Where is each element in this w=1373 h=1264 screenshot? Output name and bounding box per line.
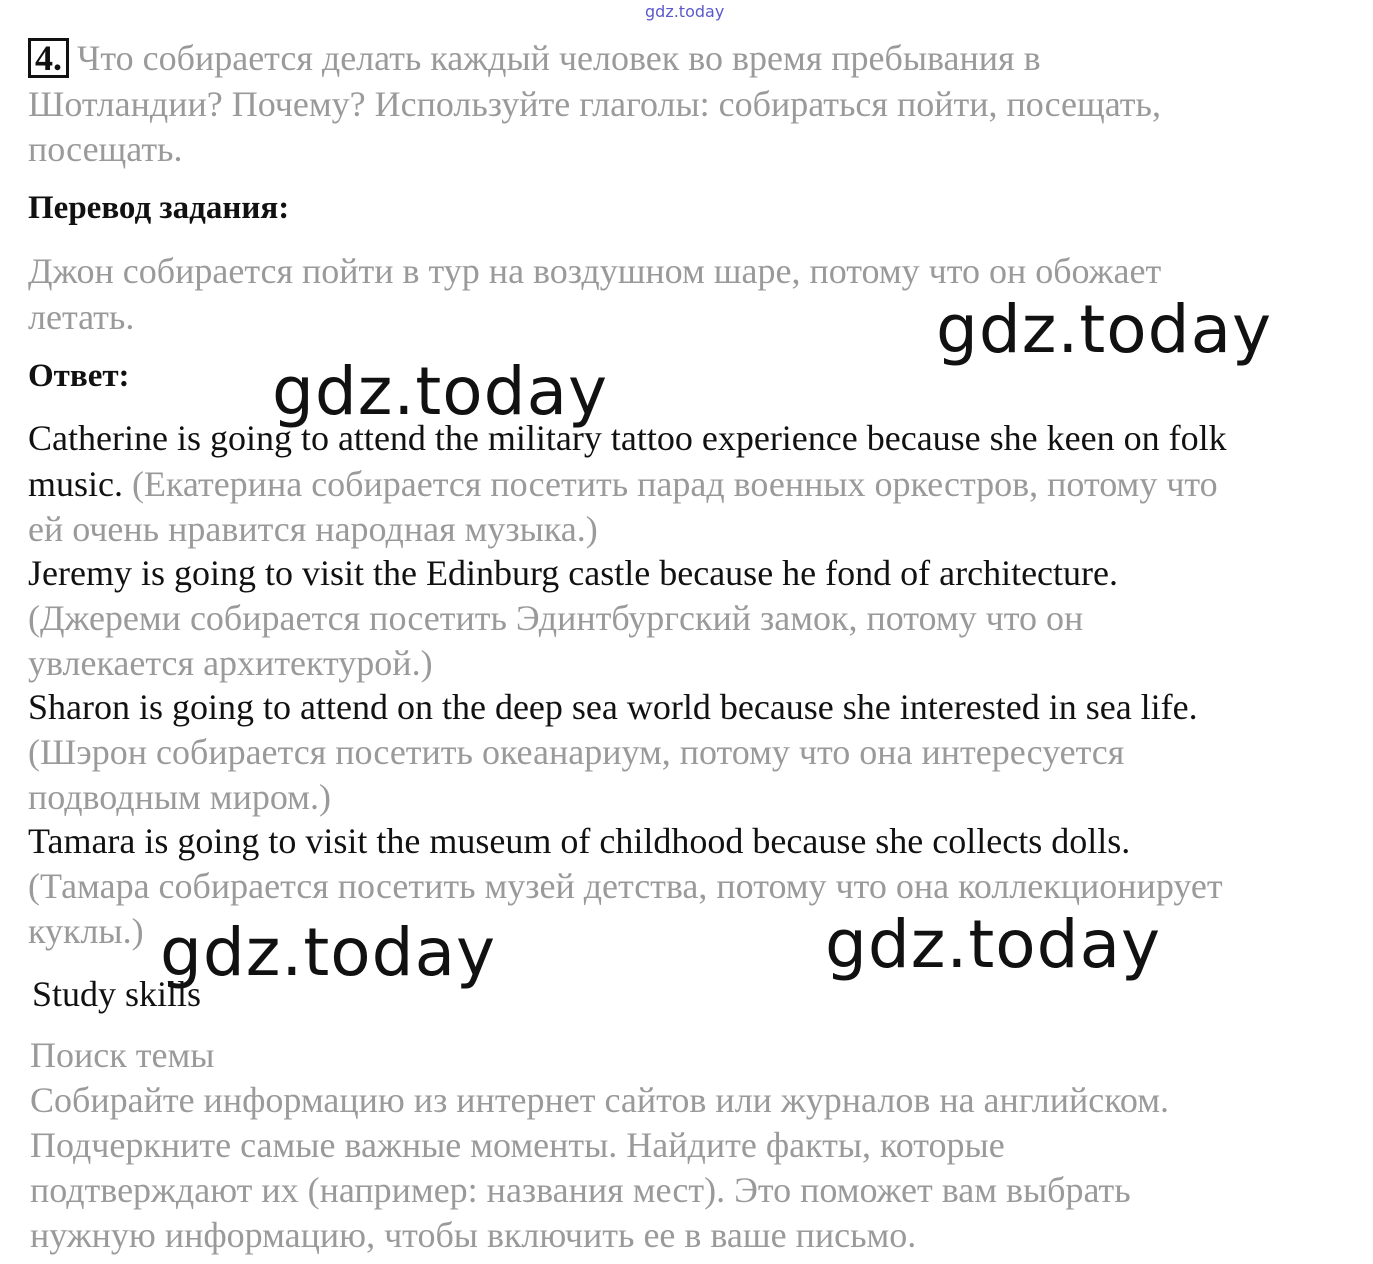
- answer-2-ru-end: увлекается архитектурой.): [28, 643, 433, 683]
- study-line-3: подтверждают их (например: названия мест). Это поможет вам выбрать: [30, 1170, 1131, 1210]
- study-subtitle: Поиск темы: [30, 1035, 215, 1075]
- watermark-top: gdz.today: [645, 2, 725, 21]
- watermark: gdz.today: [160, 914, 497, 991]
- answer-1-ru-end: ей очень нравится народная музыка.): [28, 509, 598, 549]
- watermark: gdz.today: [825, 906, 1162, 983]
- answer-heading: Ответ:: [28, 358, 130, 394]
- watermark: gdz.today: [272, 353, 609, 430]
- watermark: gdz.today: [936, 291, 1273, 368]
- task-line-2: Шотландии? Почему? Используйте глаголы: собираться пойти, посещать,: [28, 84, 1161, 124]
- task-number: 4.: [28, 38, 69, 78]
- translation-line-1: Джон собирается пойти в тур на воздушном шаре, потому что он обожает: [28, 251, 1162, 291]
- answer-3-ru-end: подводным миром.): [28, 777, 331, 817]
- answer-3-ru: (Шэрон собирается посетить океанариум, потому что она интересуется: [28, 732, 1125, 772]
- task-line-1: [28, 36, 1041, 81]
- task-line-3: посещать.: [28, 129, 183, 169]
- study-line-2: Подчеркните самые важные моменты. Найдите факты, которые: [30, 1125, 1005, 1165]
- study-line-4: нужную информацию, чтобы включить ее в ваше письмо.: [30, 1215, 917, 1255]
- translation-line-2: летать.: [28, 297, 135, 337]
- answer-1-en-end: music.: [28, 464, 123, 504]
- answer-4-ru: (Тамара собирается посетить музей детства, потому что она коллекционирует: [28, 866, 1223, 906]
- answer-2-ru: (Джереми собирается посетить Эдинтбургский замок, потому что он: [28, 598, 1084, 638]
- answer-1-ru: (Екатерина собирается посетить парад военных оркестров, потому что: [123, 464, 1218, 504]
- translation-heading: Перевод задания:: [28, 190, 290, 226]
- study-title: Study skills: [32, 974, 202, 1014]
- answer-2-en: Jeremy is going to visit the Edinburg castle because he fond of architecture.: [28, 553, 1119, 593]
- answer-1-en: Catherine is going to attend the military tattoo experience because she keen on folk: [28, 418, 1227, 458]
- study-line-1: Собирайте информацию из интернет сайтов или журналов на английском.: [30, 1080, 1169, 1120]
- task-text-1: Что собирается делать каждый человек во время пребывания в: [77, 38, 1041, 78]
- answer-4-en: Tamara is going to visit the museum of childhood because she collects dolls.: [28, 821, 1131, 861]
- answer-1-line-2: [28, 462, 1218, 507]
- answer-3-en: Sharon is going to attend on the deep sea world because she interested in sea life.: [28, 687, 1198, 727]
- answer-4-ru-end: куклы.): [28, 911, 144, 951]
